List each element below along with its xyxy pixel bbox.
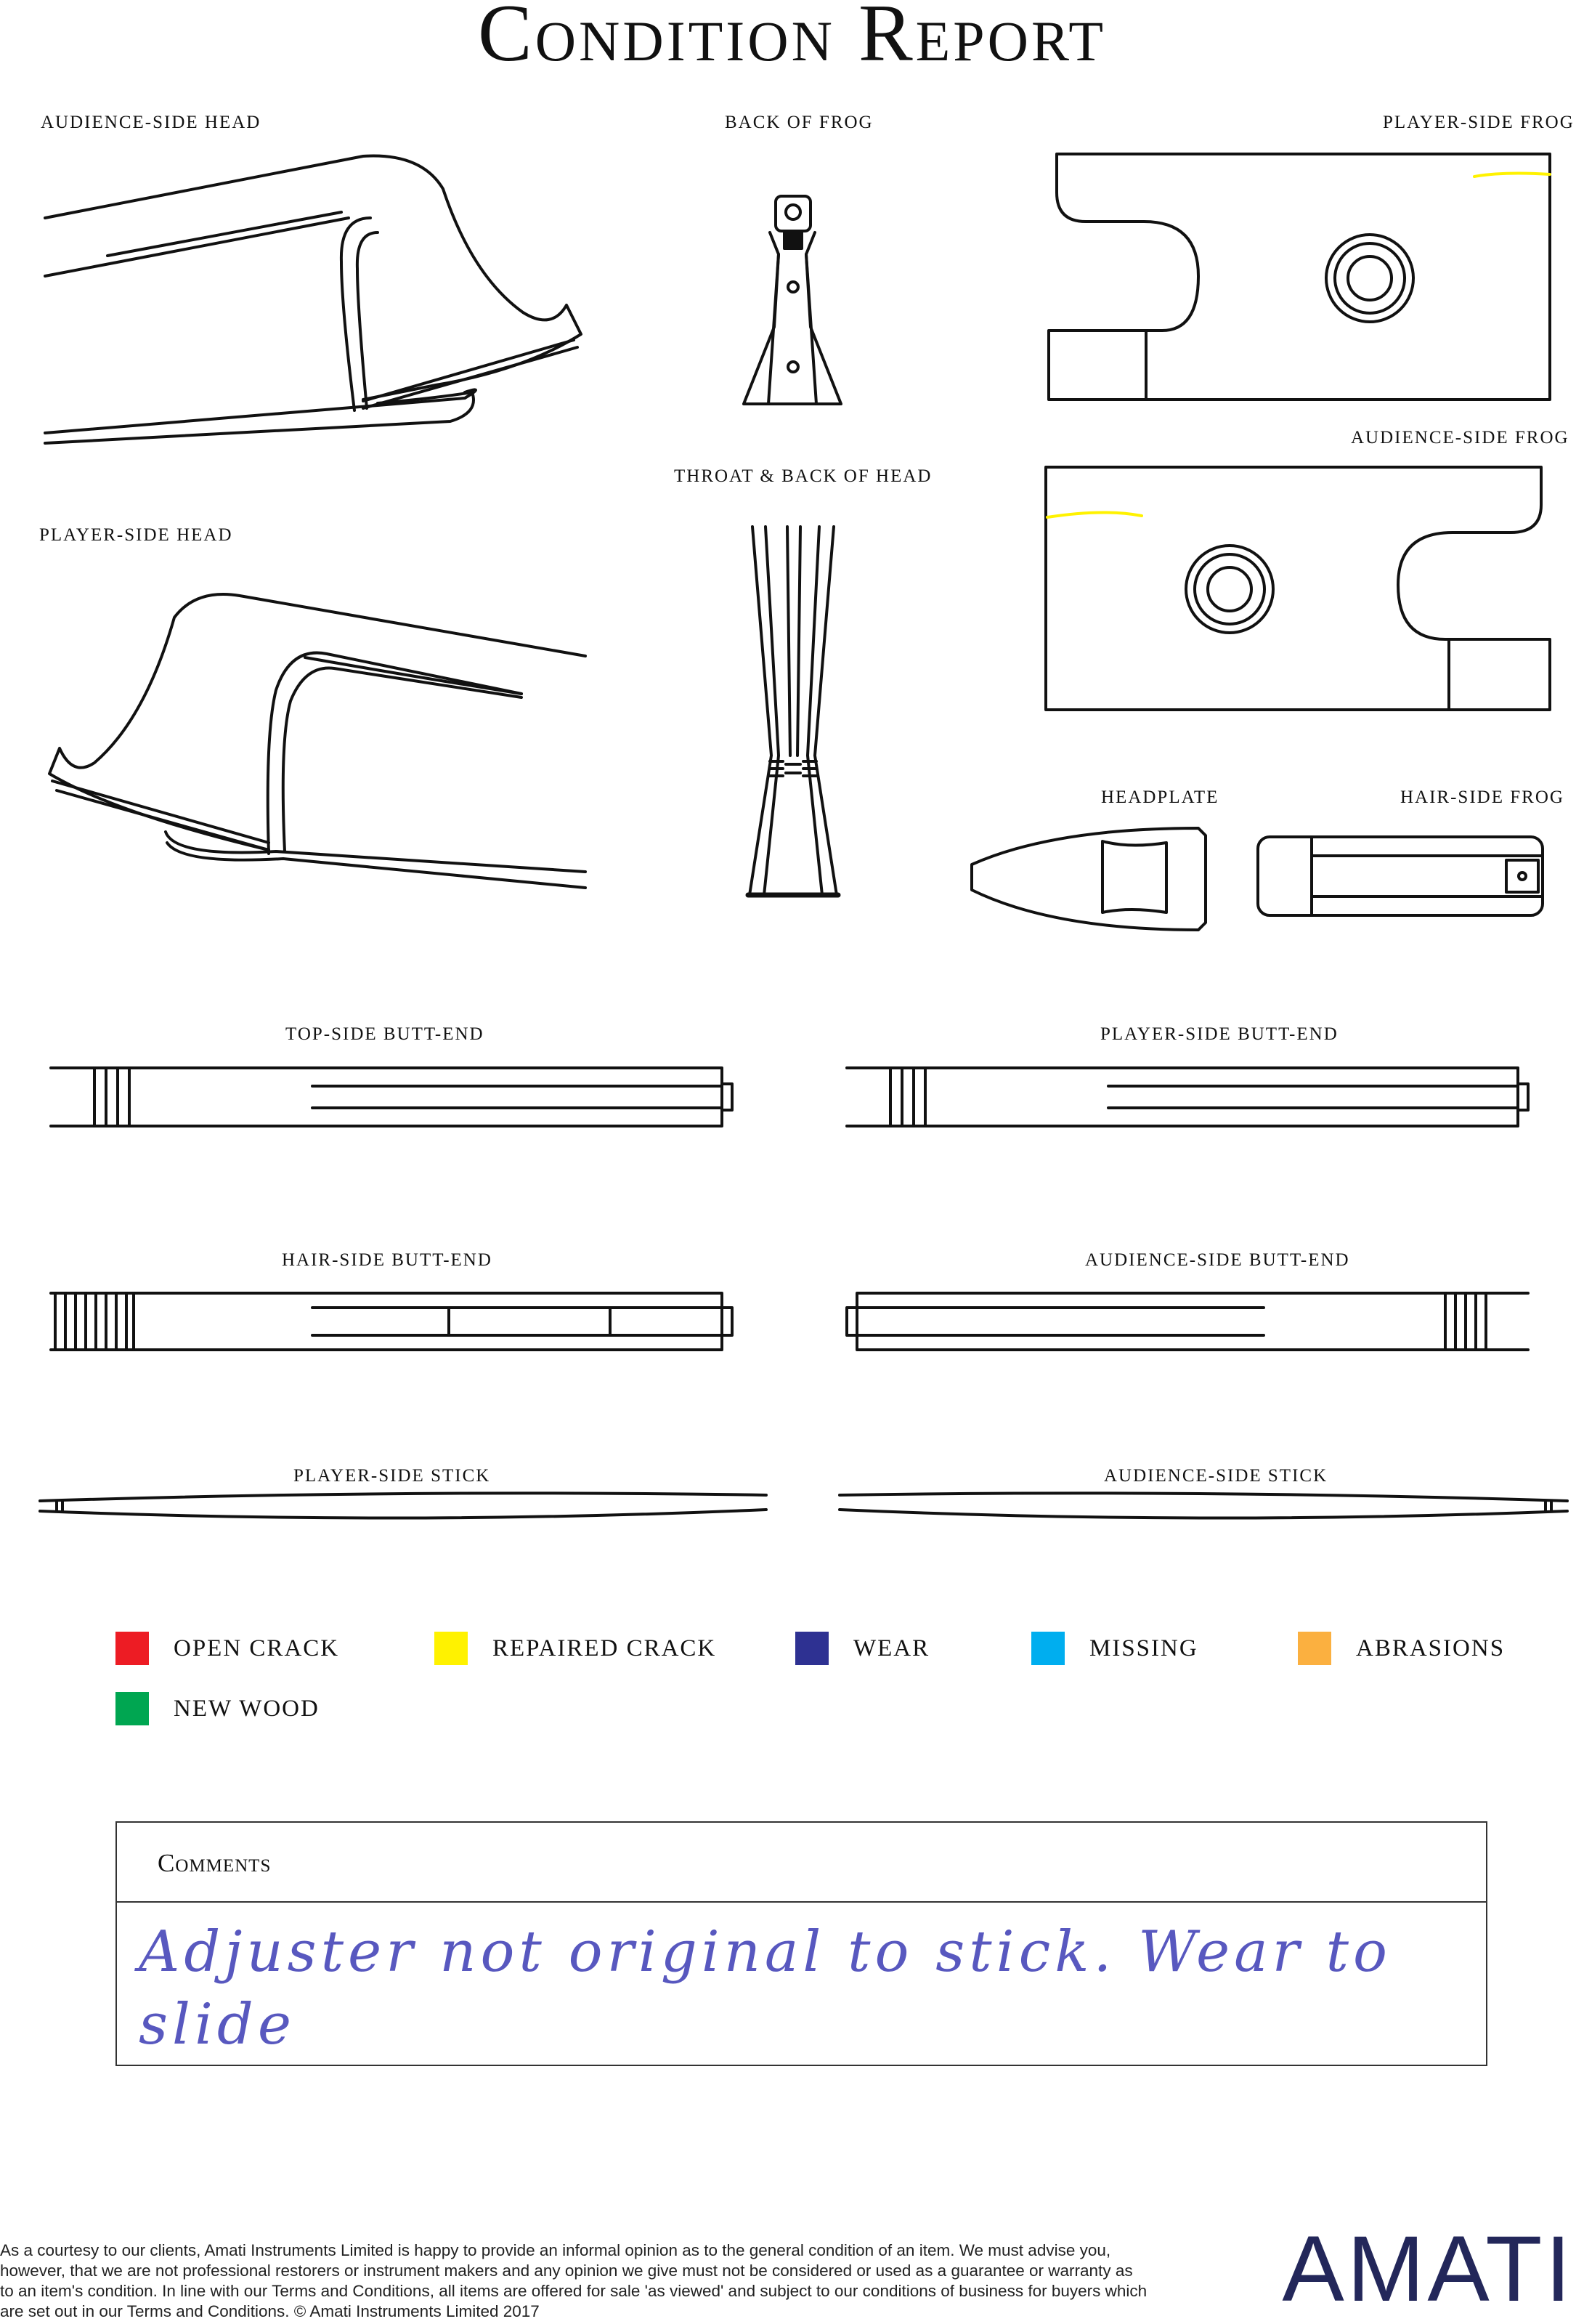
label-back-of-frog: BACK OF FROG	[725, 113, 874, 132]
label-hair-side-butt-end: HAIR-SIDE BUTT-END	[282, 1250, 492, 1270]
player-side-butt-end-drawing[interactable]	[847, 1068, 1528, 1126]
throat-back-of-head-drawing[interactable]	[748, 527, 838, 895]
legend-swatch	[1031, 1632, 1065, 1665]
comments-text[interactable]: Adjuster not original to stick. Wear to slide	[139, 1919, 1392, 2057]
legend-swatch	[115, 1632, 149, 1665]
legend-label: REPAIRED CRACK	[492, 1635, 717, 1661]
player-side-head-drawing[interactable]	[49, 594, 585, 888]
legend-label: NEW WOOD	[174, 1695, 320, 1722]
label-audience-side-butt-end: AUDIENCE-SIDE BUTT-END	[1085, 1250, 1350, 1270]
legend-swatch	[1298, 1632, 1331, 1665]
comments-header	[117, 1823, 1486, 1903]
legend-abrasions	[1298, 1631, 1505, 1666]
legend-missing	[1031, 1631, 1198, 1666]
label-top-side-butt-end: TOP-SIDE BUTT-END	[285, 1024, 484, 1044]
label-player-side-stick: PLAYER-SIDE STICK	[293, 1466, 491, 1486]
legend-swatch	[795, 1632, 829, 1665]
label-hair-side-frog: HAIR-SIDE FROG	[1400, 788, 1564, 807]
top-side-butt-end-drawing[interactable]	[51, 1068, 732, 1126]
legend-repaired-crack	[434, 1631, 716, 1666]
label-player-side-frog: PLAYER-SIDE FROG	[1383, 113, 1575, 132]
legend-new-wood	[115, 1691, 320, 1726]
legend-swatch	[434, 1632, 468, 1665]
player-side-stick-drawing[interactable]	[40, 1493, 766, 1518]
legend-label: ABRASIONS	[1356, 1635, 1506, 1661]
hair-side-frog-drawing[interactable]	[1258, 837, 1543, 915]
label-audience-side-stick: AUDIENCE-SIDE STICK	[1104, 1466, 1328, 1486]
audience-side-head-drawing[interactable]	[45, 156, 581, 443]
comments-heading: Comments	[158, 1849, 272, 1877]
legend-label: WEAR	[853, 1635, 930, 1661]
label-headplate: HEADPLATE	[1101, 788, 1219, 807]
player-side-frog-drawing[interactable]	[1049, 154, 1550, 400]
legend-wear	[795, 1631, 930, 1666]
comments-box[interactable]	[115, 1821, 1487, 2066]
label-audience-side-head: AUDIENCE-SIDE HEAD	[41, 113, 261, 132]
audience-side-butt-end-drawing[interactable]	[847, 1293, 1528, 1350]
label-audience-side-frog: AUDIENCE-SIDE FROG	[1351, 428, 1569, 448]
label-player-side-butt-end: PLAYER-SIDE BUTT-END	[1100, 1024, 1339, 1044]
disclaimer-text: As a courtesy to our clients, Amati Instruments Limited is happy to provide an informal opinion as to the general condition of an item. We must advise you, however, that we are not professional restorers or instrument makers and any opinion we give must not be considered or used as a guarantee or warranty as to an item's condition. In line with our Terms and Conditions, all items are offered for sale 'as viewed' and subject to our conditions of business for buyers which are set out in our Terms and Conditions. © Amati Instruments Limited 2017	[0, 2241, 1148, 2320]
headplate-drawing[interactable]	[972, 828, 1206, 930]
label-player-side-head: PLAYER-SIDE HEAD	[39, 525, 233, 545]
back-of-frog-drawing[interactable]	[744, 196, 841, 404]
audience-side-stick-drawing[interactable]	[840, 1493, 1567, 1518]
audience-side-frog-drawing[interactable]	[1046, 467, 1550, 710]
page-title: Condition Report	[478, 0, 1106, 78]
hair-side-butt-end-drawing[interactable]	[51, 1293, 732, 1350]
legend-label: MISSING	[1089, 1635, 1198, 1661]
amati-logo: AMATI	[1282, 2217, 1574, 2321]
legend-swatch	[115, 1692, 149, 1725]
label-throat-back-of-head: THROAT & BACK OF HEAD	[674, 466, 933, 486]
legend-label: OPEN CRACK	[174, 1635, 340, 1661]
legend-open-crack	[115, 1631, 339, 1666]
